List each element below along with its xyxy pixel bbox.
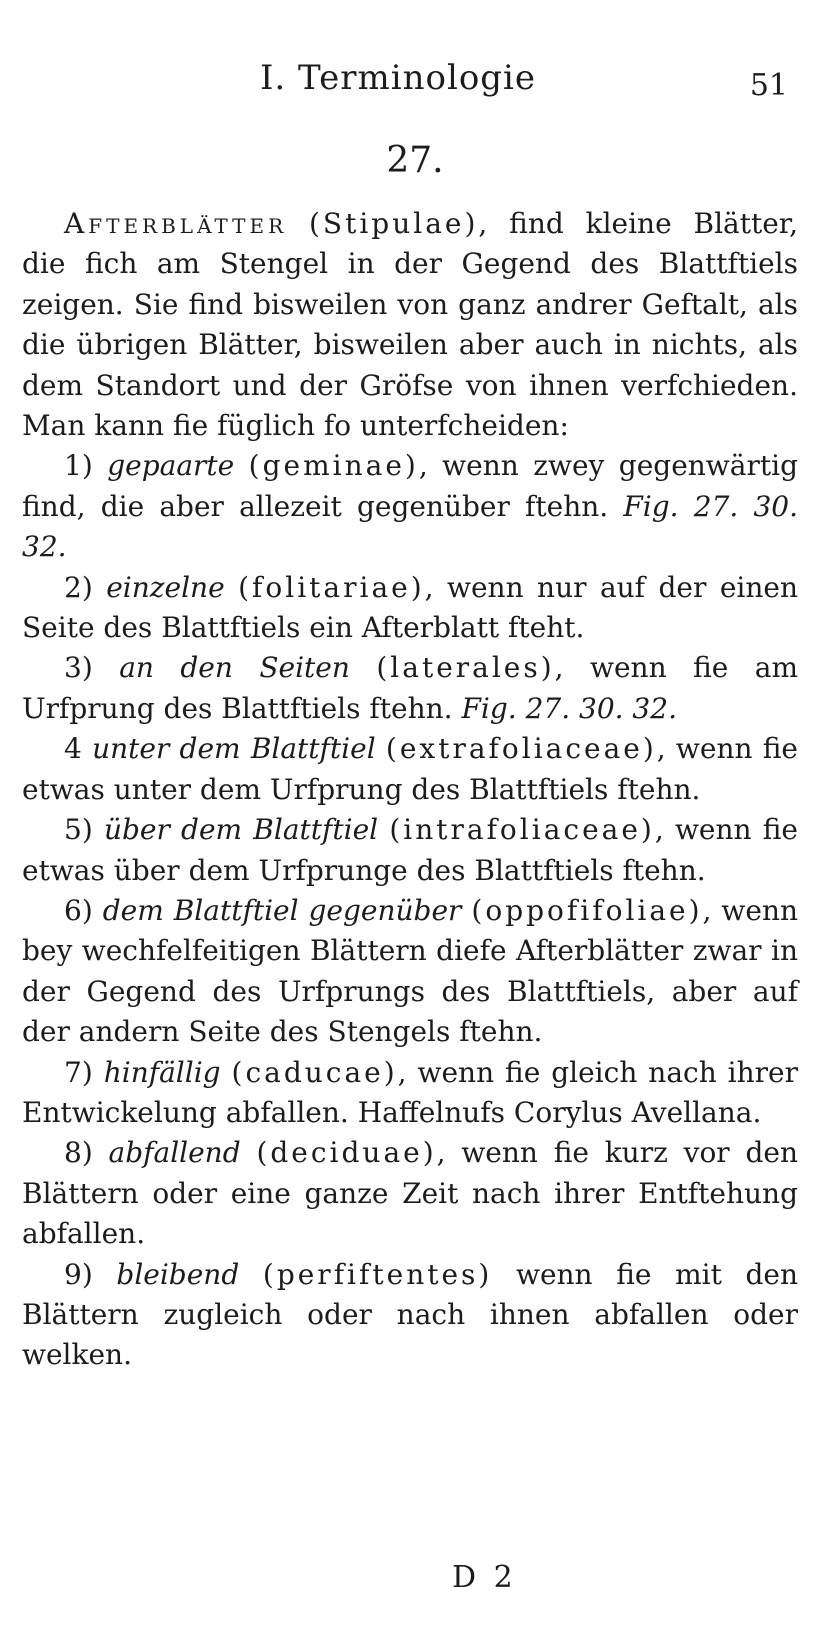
intro-text: , find kleine Blätter, die fich am Stengel in der Gegend des Blattftiels zeigen. Sie find bisweilen von ganz andrer Geftalt, als die übrigen Blätter, bisweilen aber auch in nichts, als dem Standort und der Gröfse von ihnen verfchieden. Man kann fie füglich fo unterfcheiden: — [22, 207, 798, 443]
item-term: gepaarte — [107, 449, 235, 483]
item-text: , wenn fie gleich nach ihrer Entwickelung abfallen. Haffelnufs Corylus Avellana. — [22, 1055, 799, 1129]
item-latin: (caducae) — [231, 1055, 398, 1089]
signature-mark: D 2 — [452, 1560, 517, 1595]
item-latin: (extrafoliaceae) — [385, 732, 657, 766]
item-number: 3) — [64, 651, 93, 685]
item-text: , wenn fie etwas über dem Urfprunge des Blattftiels ftehn. — [22, 813, 798, 887]
item-term: unter dem Blattftiel — [92, 732, 376, 766]
item-number: 4 — [64, 732, 82, 766]
item-number: 2) — [64, 570, 93, 604]
list-item — [22, 1053, 798, 1134]
item-text: wenn fie mit den Blättern zugleich oder nach ihnen abfallen oder welken. — [22, 1257, 799, 1372]
item-number: 6) — [64, 893, 93, 927]
list-item — [22, 891, 798, 1053]
intro-latin: (Stipulae) — [308, 207, 479, 240]
item-term: bleibend — [116, 1257, 240, 1291]
list-item — [22, 1133, 798, 1254]
figure-reference: Fig. 27. 30. 32. — [461, 691, 677, 725]
item-term: abfallend — [108, 1136, 241, 1170]
item-term: einzelne — [106, 570, 225, 604]
item-number: 8) — [64, 1136, 93, 1170]
list-item — [22, 810, 798, 891]
item-term: über dem Blattftiel — [103, 813, 379, 847]
page-header — [0, 58, 830, 108]
figure-reference: Fig. 27. 30. 32. — [22, 489, 798, 564]
item-number: 7) — [64, 1055, 93, 1089]
item-text: , wenn fie kurz vor den Blättern oder eine ganze Zeit nach ihrer Entftehung abfallen. — [22, 1136, 798, 1251]
item-latin: (laterales) — [376, 651, 555, 685]
running-title: I. Terminologie — [260, 58, 537, 98]
item-latin: (folitariae) — [238, 570, 425, 604]
list-item — [22, 568, 798, 649]
item-term: an den Seiten — [119, 651, 350, 685]
item-latin: (geminae) — [248, 449, 419, 483]
item-text: , wenn zwey gegenwärtig find, die aber allezeit gegenüber ftehn. — [22, 449, 798, 523]
item-number: 1) — [64, 449, 93, 483]
item-latin: (deciduae) — [256, 1136, 437, 1170]
intro-term: Afterblätter — [64, 207, 288, 240]
body-text — [22, 204, 798, 1376]
item-text: , wenn fie etwas unter dem Urfprung des Blattftiels ftehn. — [22, 732, 798, 806]
item-number: 5) — [64, 813, 93, 847]
item-term: hinfällig — [103, 1055, 221, 1089]
page-number: 51 — [749, 68, 788, 103]
intro-paragraph — [22, 204, 798, 446]
item-number: 9) — [64, 1257, 93, 1291]
section-number: 27. — [386, 140, 444, 181]
list-item — [22, 446, 798, 567]
item-latin: (oppofifoliae) — [471, 893, 703, 927]
item-latin: (intrafoliaceae) — [389, 813, 655, 847]
list-item — [22, 729, 798, 810]
item-text: , wenn nur auf der einen Seite des Blattftiels ein Afterblatt fteht. — [22, 570, 798, 645]
item-text: , wenn bey wechfelfeitigen Blättern diefe Afterblätter zwar in der Gegend des Urfprungs des Blattftiels, aber auf der andern Seite des Stengels ftehn. — [22, 893, 799, 1049]
item-term: dem Blattftiel gegenüber — [102, 893, 462, 927]
item-latin: (perfiftentes) — [262, 1257, 493, 1291]
list-item — [22, 1255, 798, 1376]
list-item — [22, 648, 798, 729]
item-text: , wenn fie am Urfprung des Blattftiels ftehn. — [22, 651, 799, 725]
